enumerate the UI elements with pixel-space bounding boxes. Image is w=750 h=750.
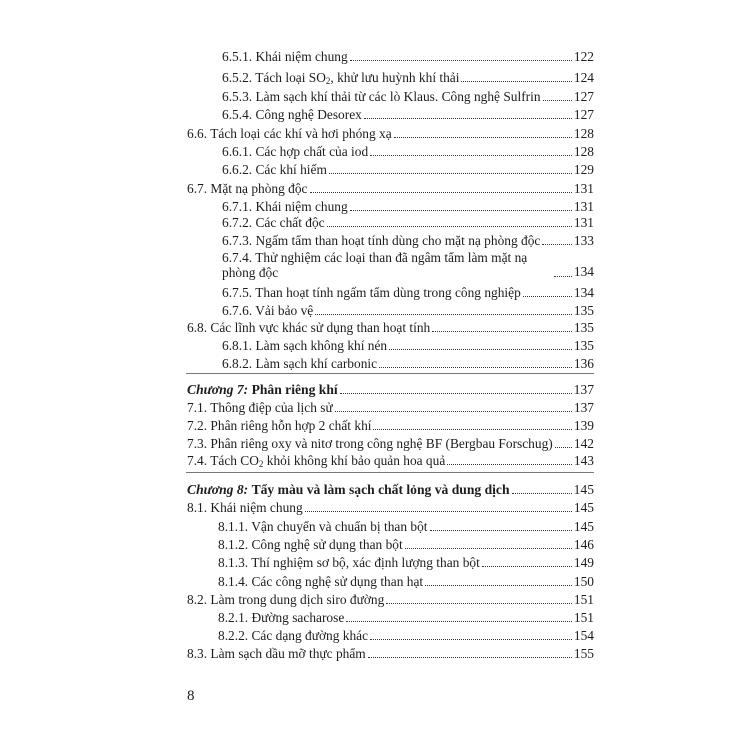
toc-entry-page: 151 xyxy=(573,592,594,607)
toc-entry-page: 146 xyxy=(573,537,594,552)
leader-dots xyxy=(389,348,572,350)
leader-dots xyxy=(461,80,571,82)
leader-dots xyxy=(370,154,572,156)
toc-entry xyxy=(222,161,594,178)
toc-entry xyxy=(218,609,594,626)
toc-entry-label: 6.7.3. Ngấm tẩm than hoạt tính dùng cho mặt nạ phòng độc xyxy=(222,233,541,248)
toc-entry-page: 145 xyxy=(573,519,594,534)
toc-entry-page: 145 xyxy=(573,500,594,515)
toc-entry-label: 8.2.2. Các dạng đường khác xyxy=(218,628,369,643)
leader-dots xyxy=(482,565,572,567)
toc-entry xyxy=(187,399,594,416)
leader-dots xyxy=(346,620,572,622)
toc-entry xyxy=(187,435,594,452)
toc-entry-page: 139 xyxy=(573,418,594,433)
toc-entry xyxy=(222,106,594,123)
leader-dots xyxy=(350,209,572,211)
toc-entry xyxy=(187,319,594,336)
toc-entry xyxy=(187,645,594,662)
leader-dots xyxy=(447,463,572,465)
toc-entry-page: 155 xyxy=(573,646,594,661)
leader-dots xyxy=(315,313,572,315)
toc-entry-page: 124 xyxy=(573,70,594,85)
leader-dots xyxy=(368,656,572,658)
toc-entry-label: 7.3. Phân riêng oxy và nitơ trong công nghệ BF (Bergbau Forschug) xyxy=(187,436,553,451)
toc-entry-label: 6.6. Tách loại các khí và hơi phóng xạ xyxy=(187,126,392,141)
toc-entry-label: 8.2. Làm trong dung dịch siro đường xyxy=(187,592,385,607)
toc-entry-label: 7.1. Thông điệp của lịch sử xyxy=(187,400,333,415)
toc-entry xyxy=(187,125,594,142)
toc-entry-label: 8.1.2. Công nghệ sử dụng than bột xyxy=(218,537,403,552)
toc-entry-label: 6.5.3. Làm sạch khí thải từ các lò Klaus. Công nghệ Sulfrin xyxy=(222,89,541,104)
chapter-title: Chương 7: Phân riêng khí xyxy=(187,382,338,397)
toc-entry-page: 131 xyxy=(573,199,594,214)
toc-entry xyxy=(222,302,594,319)
toc-entry xyxy=(187,417,594,434)
toc-entry-page: 122 xyxy=(573,49,594,64)
leader-dots xyxy=(327,225,572,227)
leader-dots xyxy=(329,172,572,174)
toc-entry-label: 6.5.1. Khái niệm chung xyxy=(222,49,348,64)
leader-dots xyxy=(386,602,572,604)
toc-entry xyxy=(222,69,594,86)
leader-dots xyxy=(425,584,572,586)
toc-entry-page: 128 xyxy=(573,144,594,159)
toc-entry-label: 6.7.6. Vải bảo vệ xyxy=(222,303,314,318)
leader-dots xyxy=(394,136,572,138)
toc-entry-page: 127 xyxy=(573,107,594,122)
section-divider xyxy=(186,472,594,473)
leader-dots xyxy=(370,638,572,640)
leader-dots xyxy=(335,410,572,412)
toc-entry-label: 6.6.1. Các hợp chất của iod xyxy=(222,144,369,159)
toc-entry xyxy=(222,250,594,280)
toc-entry xyxy=(218,536,594,553)
toc-entry-label: 6.7.4. Thử nghiệm các loại than đã ngâm tẩm làm mặt nạ phòng độc xyxy=(222,250,528,280)
toc-entry-page: 129 xyxy=(573,162,594,177)
toc-entry-label: 8.2.1. Đường sacharose xyxy=(218,610,345,625)
toc-entry-page: 135 xyxy=(573,320,594,335)
toc-entry-page: 133 xyxy=(573,233,594,248)
toc-entry xyxy=(187,499,594,516)
chapter-title: Chương 8: Tẩy màu và làm sạch chất lỏng và dung dịch xyxy=(187,482,510,497)
toc-entry-label: 6.8.2. Làm sạch khí carbonic xyxy=(222,356,378,371)
leader-dots xyxy=(405,547,572,549)
toc-entry-label: 7.4. Tách $CO_2$ khỏi không khí bảo quản hoa quả xyxy=(187,453,446,469)
toc-entry-page: 145 xyxy=(573,482,594,497)
toc-entry-label: 6.7. Mặt nạ phòng độc xyxy=(187,181,308,196)
toc-entry xyxy=(222,143,594,160)
toc-entry xyxy=(222,48,594,65)
toc-entry xyxy=(187,180,594,197)
toc-entry-page: 137 xyxy=(573,382,594,397)
leader-dots xyxy=(523,295,572,297)
leader-dots xyxy=(340,392,572,394)
leader-dots xyxy=(364,117,572,119)
toc-entry-label: 7.2. Phân riêng hỗn hợp 2 chất khí xyxy=(187,418,372,433)
toc-entry-page: 134 xyxy=(573,264,594,279)
toc-entry-label: 8.1.4. Các công nghệ sử dụng than hạt xyxy=(218,574,424,589)
toc-entry xyxy=(222,198,594,215)
toc-entry-label: 6.8. Các lĩnh vực khác sử dụng than hoạt tính xyxy=(187,320,431,335)
leader-dots xyxy=(554,275,572,277)
toc-entry-page: 150 xyxy=(573,574,594,589)
leader-dots xyxy=(379,366,572,368)
toc-entry-page: 137 xyxy=(573,400,594,415)
toc-entry-label: 8.1.1. Vận chuyển và chuẩn bị than bột xyxy=(218,519,428,534)
toc-entry-label: 6.6.2. Các khí hiếm xyxy=(222,162,327,177)
toc-entry-page: 128 xyxy=(573,126,594,141)
toc-entry xyxy=(222,88,594,105)
toc-entry xyxy=(222,232,594,249)
toc-entry-label: 6.5.4. Công nghệ Desorex xyxy=(222,107,362,122)
leader-dots xyxy=(512,492,572,494)
leader-dots xyxy=(432,330,572,332)
toc-entry-label: 6.7.1. Khái niệm chung xyxy=(222,199,348,214)
toc-entry xyxy=(222,284,594,301)
toc-entry xyxy=(218,554,594,571)
toc-entry-page: 142 xyxy=(573,436,594,451)
toc-entry-label: 8.3. Làm sạch dầu mỡ thực phẩm xyxy=(187,646,366,661)
toc-entry xyxy=(187,452,594,469)
leader-dots xyxy=(430,529,572,531)
section-divider xyxy=(186,373,594,374)
toc-entry-page: 154 xyxy=(573,628,594,643)
toc-entry-page: 151 xyxy=(573,610,594,625)
toc-entry-page: 149 xyxy=(573,555,594,570)
toc-entry xyxy=(218,518,594,535)
leader-dots xyxy=(310,191,572,193)
toc-entry xyxy=(222,337,594,354)
toc-entry-page: 131 xyxy=(573,181,594,196)
toc-entry xyxy=(218,573,594,590)
toc-entry-label: 6.7.5. Than hoạt tính ngấm tẩm dùng trong công nghiệp xyxy=(222,285,521,300)
toc-entry-page: 136 xyxy=(573,356,594,371)
leader-dots xyxy=(350,59,572,61)
toc-entry xyxy=(222,355,594,372)
toc-entry xyxy=(187,591,594,608)
toc-entry-label: 6.5.2. Tách loại $SO_2$, khử lưu huỳnh khí thải xyxy=(222,70,460,86)
toc-entry-label: 6.8.1. Làm sạch không khí nén xyxy=(222,338,388,353)
toc-entry-page: 135 xyxy=(573,303,594,318)
toc-entry-label: 6.7.2. Các chất độc xyxy=(222,215,325,230)
toc-entry-page: 131 xyxy=(573,215,594,230)
toc-entry-page: 134 xyxy=(573,285,594,300)
leader-dots xyxy=(373,428,571,430)
leader-dots xyxy=(542,243,572,245)
leader-dots xyxy=(555,446,572,448)
toc-entry-page: 127 xyxy=(573,89,594,104)
toc-entry xyxy=(222,214,594,231)
chapter-heading xyxy=(187,381,594,398)
chapter-heading xyxy=(187,481,594,498)
toc-entry-label: 8.1.3. Thí nghiệm sơ bộ, xác định lượng than bột xyxy=(218,555,480,570)
toc-entry xyxy=(218,627,594,644)
leader-dots xyxy=(305,510,572,512)
toc-entry-page: 135 xyxy=(573,338,594,353)
toc-entry-page: 143 xyxy=(573,453,594,468)
page-number: 8 xyxy=(187,688,195,704)
leader-dots xyxy=(543,99,572,101)
toc-entry-label: 8.1. Khái niệm chung xyxy=(187,500,303,515)
